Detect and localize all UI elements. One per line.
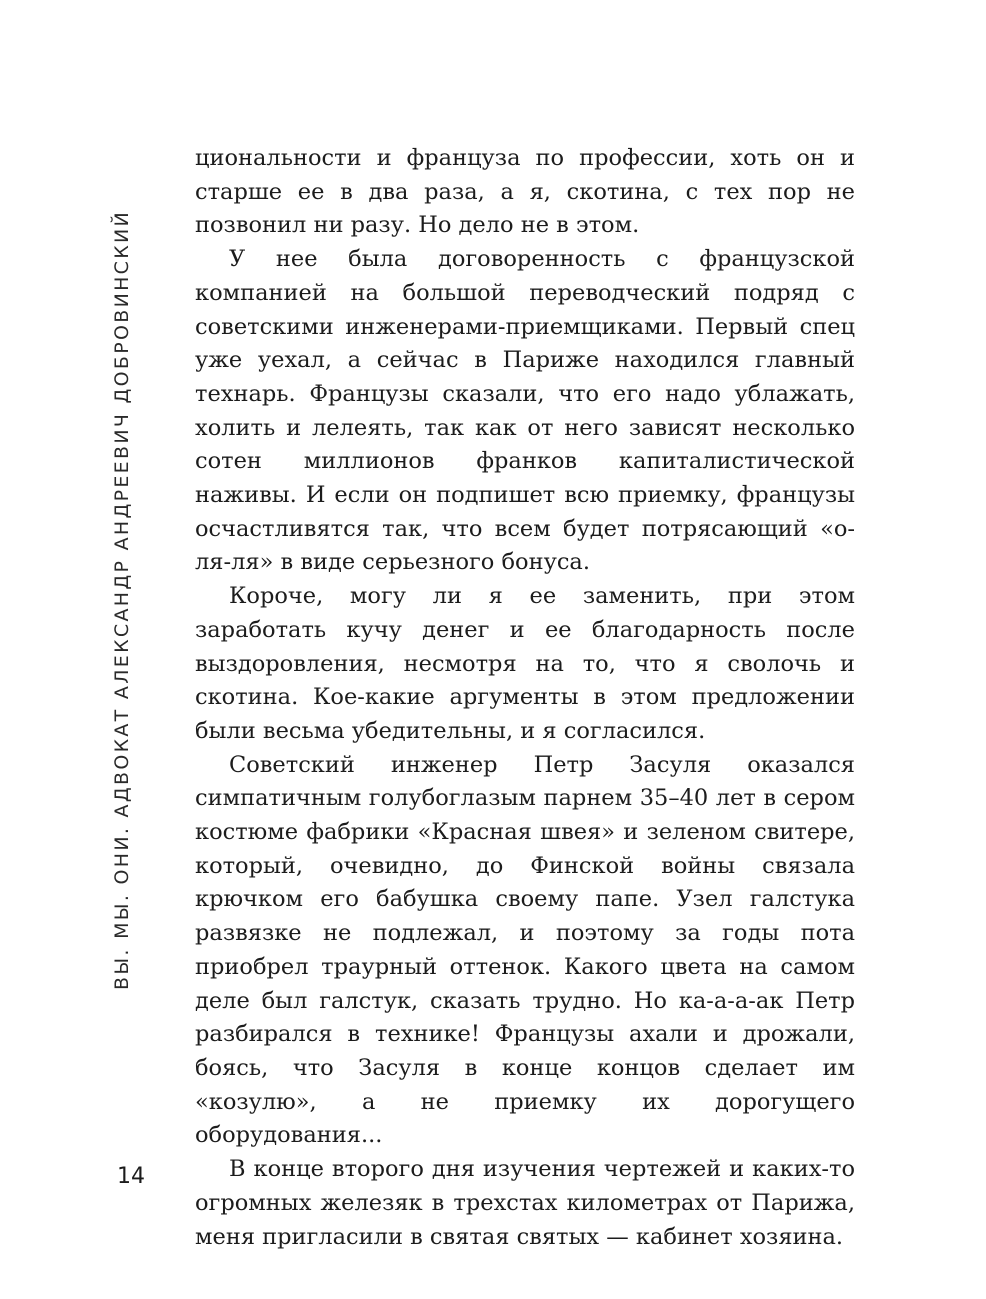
paragraph-continued: циональности и француза по профессии, хоть он и старше ее в два раза, а я, скотина, с тех пор не позвонил ни разу. Но дело не в этом. bbox=[195, 145, 855, 239]
paragraph: Советский инженер Петр Засуля оказался симпатичным голубоглазым парнем 35–40 лет в сером костюме фабрики «Красная швея» и зеленом свитере, который, очевидно, до Финской войны связала крючком его бабушка своему папе. Узел галстука развязке не подлежал, и поэтому за годы пота приобрел траурный оттенок. Какого цвета на самом деле был галстук, сказать трудно. Но ка-а-а-ак Петр разбирался в технике! Французы ахали и дрожали, боясь, что Засуля в конце концов сделает им «козулю», а не приемку их дорогущего оборудования... bbox=[195, 751, 855, 1149]
body-text bbox=[195, 142, 855, 1254]
paragraph: Короче, могу ли я ее заменить, при этом заработать кучу денег и ее благодарность после выздоровления, несмотря на то, что я сволочь и скотина. Кое-какие аргументы в этом предложении были весьма убедительны, и я согласился. bbox=[195, 583, 855, 744]
paragraph: У нее была договоренность с французской компанией на большой переводческий подряд с советскими инженерами-приемщиками. Первый спец уже уехал, а сейчас в Париже находился главный технарь. Французы сказали, что его надо ублажать, холить и лелеять, так как от него зависят несколько сотен миллионов франков капиталистической наживы. И если он подпишет всю приемку, французы осчастливятся так, что всем будет потрясающий «о-ля-ля» в виде серьезного бонуса. bbox=[195, 246, 855, 576]
page-number: 14 bbox=[117, 1164, 145, 1189]
running-head: ВЫ. МЫ. ОНИ. АДВОКАТ АЛЕКСАНДР АНДРЕЕВИЧ ДОБРОВИНСКИЙ bbox=[111, 209, 133, 990]
paragraph: В конце второго дня изучения чертежей и каких-то огромных железяк в трехстах километрах от Парижа, меня пригласили в святая святых — кабинет хозяина. bbox=[195, 1156, 855, 1250]
